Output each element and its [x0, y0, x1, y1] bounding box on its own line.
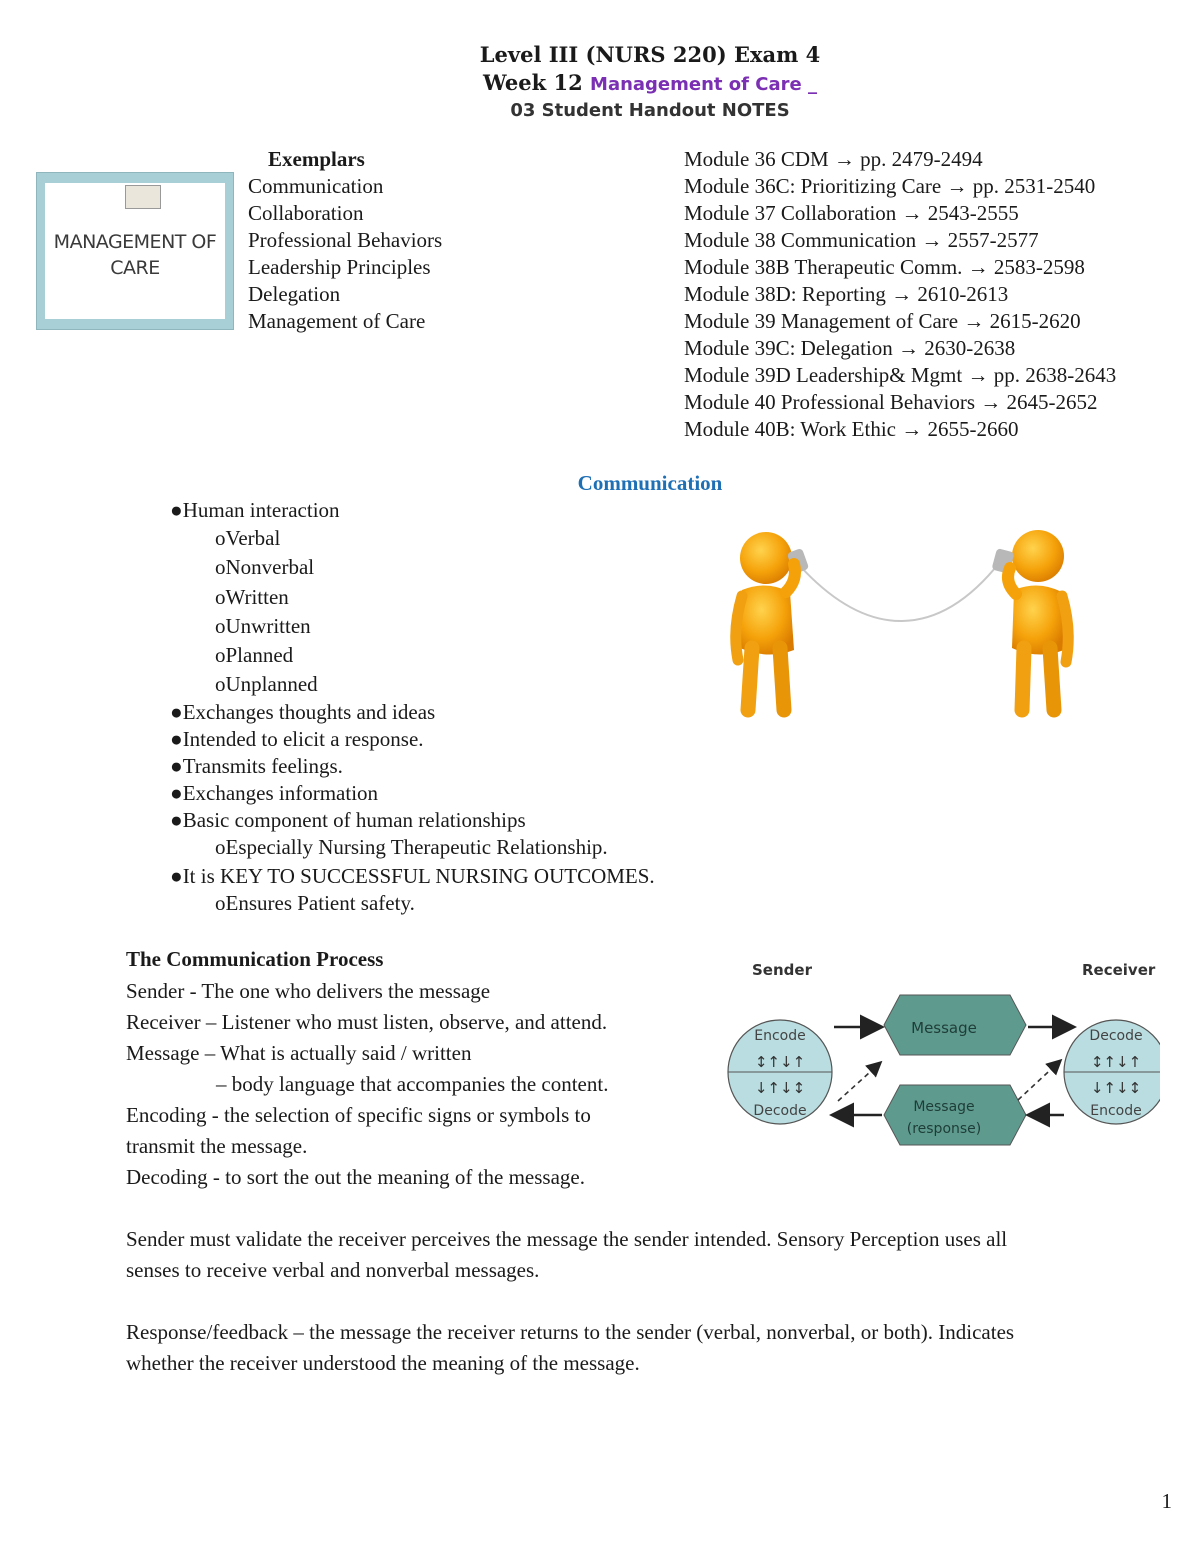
encoding-definition: Encoding - the selection of specific signs or symbols to: [126, 1103, 591, 1127]
module-item: Module 39C: Delegation → 2630-2638: [684, 336, 1016, 360]
image-title-line1: MANAGEMENT OF: [53, 231, 217, 253]
sender-circle: [728, 1020, 832, 1124]
sub-bullet-text: Unwritten: [225, 613, 311, 638]
document-title: Level III (NURS 220) Exam 4: [479, 42, 821, 67]
bullet-text: It is KEY TO SUCCESSFUL NURSING OUTCOMES.: [182, 864, 655, 888]
bullet-text: Exchanges thoughts and ideas: [182, 700, 436, 724]
response-hexagon: [884, 1085, 1026, 1145]
communication-heading: Communication: [577, 471, 723, 495]
sender-definition: Sender - The one who delivers the message: [126, 979, 491, 1003]
ensures-list: [215, 890, 415, 917]
especially-list: [215, 834, 608, 861]
bullet-text: Basic component of human relationships: [182, 808, 526, 832]
sub-bullet-text: Planned: [225, 643, 294, 668]
interaction-types-list: [215, 524, 318, 700]
bullet-text: Exchanges information: [182, 781, 379, 805]
page-number: 1: [1161, 1489, 1172, 1513]
diagram-sender-label: Sender: [752, 961, 812, 979]
image-clip: [125, 185, 161, 209]
image-title: [45, 229, 225, 281]
bullet-item: ●Intended to elicit a response.: [170, 727, 424, 751]
svg-text:↓↑↓↕: ↓↑↓↕: [754, 1079, 806, 1097]
diagram-receiver-label: Receiver: [1082, 961, 1156, 979]
sub-bullet-item: oUnwritten: [215, 613, 311, 638]
module-item: Module 38 Communication → 2557-2577: [684, 228, 1039, 252]
message-definition-cont: – body language that accompanies the content.: [216, 1072, 609, 1096]
module-item: Module 38D: Reporting → 2610-2613: [684, 282, 1009, 306]
management-of-care-image: [36, 172, 234, 330]
sender-encode-label: Encode: [754, 1028, 806, 1044]
bullet-item: ●It is KEY TO SUCCESSFUL NURSING OUTCOMES.: [170, 864, 655, 888]
bullet-text: Intended to elicit a response.: [182, 727, 424, 751]
bullet-text: Transmits feelings.: [182, 754, 343, 778]
modules-list: [684, 146, 1116, 443]
sub-bullet-text: Nonverbal: [225, 555, 315, 580]
sub-bullet-text: Verbal: [225, 526, 281, 550]
sub-bullet-item: oEspecially Nursing Therapeutic Relationship.: [215, 835, 608, 859]
exemplar-item: Management of Care: [248, 309, 426, 333]
right-figure: [991, 530, 1068, 710]
communication-bullets-2: [170, 699, 526, 834]
bullet-item: ●Human interaction: [170, 498, 340, 522]
left-figure: [736, 532, 810, 710]
dashed-arrow-left: [838, 1063, 880, 1101]
paragraph-line: whether the receiver understood the meaning of the message.: [126, 1351, 640, 1375]
sub-bullet-item: oWritten: [215, 584, 289, 609]
module-item: Module 36C: Prioritizing Care → pp. 2531-2540: [684, 174, 1096, 198]
svg-text:↕↑↓↑: ↕↑↓↑: [1090, 1053, 1142, 1071]
process-definitions: [126, 976, 608, 1193]
sub-bullet-text: Unplanned: [225, 672, 318, 697]
feedback-paragraph: [126, 1317, 1166, 1379]
sub-bullet-item: oPlanned: [215, 643, 294, 668]
exemplar-item: Collaboration: [248, 201, 364, 225]
exemplar-item: Leadership Principles: [248, 255, 431, 279]
module-item: Module 40 Professional Behaviors → 2645-2652: [684, 390, 1098, 414]
bullet-item: ●Exchanges thoughts and ideas: [170, 700, 436, 724]
dashed-arrow-right: [1018, 1061, 1060, 1100]
receiver-decode-label: Decode: [1089, 1028, 1143, 1044]
module-item: Module 40B: Work Ethic → 2655-2660: [684, 417, 1019, 441]
sub-bullet-item: oVerbal: [215, 526, 281, 550]
image-card: [45, 183, 225, 319]
exemplars-list: [248, 173, 442, 335]
exemplar-item: Communication: [248, 174, 384, 198]
module-item: Module 39D Leadership& Mgmt → pp. 2638-2643: [684, 363, 1117, 387]
svg-text:↓↑↓↕: ↓↑↓↕: [1090, 1079, 1142, 1097]
handout-label: 03 Student Handout NOTES: [510, 100, 790, 121]
bullet-item: ●Exchanges information: [170, 781, 379, 805]
receiver-encode-label: Encode: [1090, 1103, 1142, 1119]
communication-bullets: [170, 497, 340, 524]
bullet-item: ●Basic component of human relationships: [170, 808, 526, 832]
module-item: Module 37 Collaboration → 2543-2555: [684, 201, 1019, 225]
response-label-2: (response): [906, 1121, 982, 1137]
communication-process-diagram: [720, 955, 1160, 1155]
bullet-item: ●Transmits feelings.: [170, 754, 343, 778]
receiver-definition: Receiver – Listener who must listen, observe, and attend.: [126, 1010, 608, 1034]
svg-text:↕↑↓↑: ↕↑↓↑: [754, 1053, 806, 1071]
encoding-definition-cont: transmit the message.: [126, 1134, 308, 1158]
topic-label: Management of Care _: [590, 74, 817, 95]
exemplar-item: Professional Behaviors: [248, 228, 443, 252]
sub-bullet-text: Ensures Patient safety.: [225, 891, 415, 915]
exemplar-item: Delegation: [248, 282, 341, 306]
process-heading: The Communication Process: [126, 947, 384, 971]
sender-decode-label: Decode: [753, 1103, 807, 1119]
sub-bullet-text: Written: [225, 584, 289, 609]
sub-bullet-item: oNonverbal: [215, 555, 315, 580]
image-title-line2: CARE: [110, 257, 160, 279]
paragraph-line: Response/feedback – the message the receiver returns to the sender (verbal, nonverbal, or both). Indicates: [126, 1320, 1015, 1344]
key-list: [170, 863, 655, 890]
response-label-1: Message: [913, 1099, 975, 1115]
message-label: Message: [911, 1019, 977, 1037]
exemplars-heading: Exemplars: [268, 147, 365, 171]
paragraph-line: senses to receive verbal and nonverbal messages.: [126, 1258, 540, 1282]
receiver-circle: [1064, 1020, 1160, 1124]
module-item: Module 36 CDM → pp. 2479-2494: [684, 147, 983, 171]
document-subtitle: [0, 70, 1200, 95]
week-label: Week 12: [483, 70, 583, 95]
bullet-text: Human interaction: [182, 498, 340, 522]
decoding-definition: Decoding - to sort the out the meaning of the message.: [126, 1165, 585, 1189]
module-item: Module 38B Therapeutic Comm. → 2583-2598: [684, 255, 1085, 279]
sub-bullet-item: oUnplanned: [215, 672, 318, 697]
sub-bullet-text: Especially Nursing Therapeutic Relationship.: [225, 835, 608, 859]
message-definition: Message – What is actually said / written: [126, 1041, 472, 1065]
validation-paragraph: [126, 1224, 1166, 1286]
sub-bullet-item: oEnsures Patient safety.: [215, 891, 415, 915]
module-item: Module 39 Management of Care → 2615-2620: [684, 309, 1081, 333]
message-hexagon: [884, 995, 1026, 1055]
paragraph-line: Sender must validate the receiver perceives the message the sender intended. Sensory Perception uses all: [126, 1227, 1008, 1251]
tin-can-phone-illustration: [728, 530, 1078, 720]
